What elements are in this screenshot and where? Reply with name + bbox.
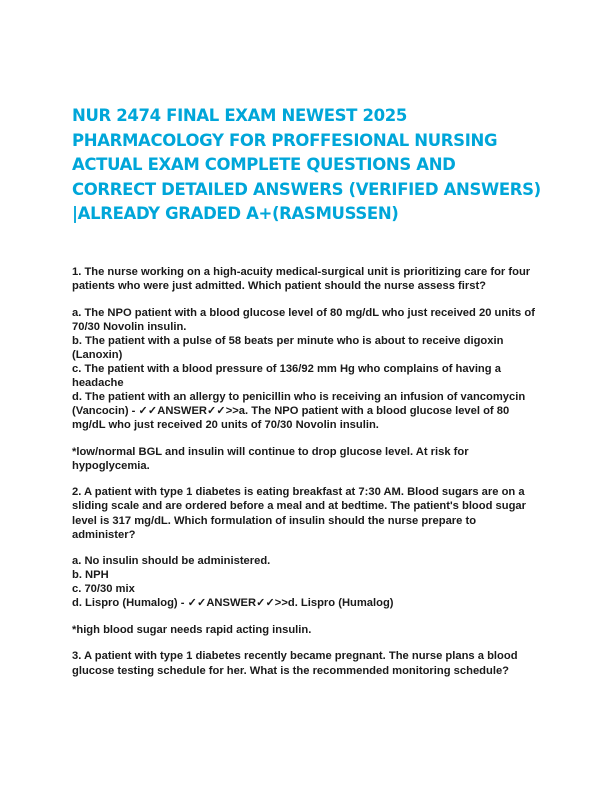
document-body (72, 265, 542, 678)
question-2-option-a: a. No insulin should be administered. (72, 555, 271, 568)
title-line: PHARMACOLOGY FOR PROFFESIONAL NURSING (72, 130, 498, 150)
question-1-option-c: c. The patient with a blood pressure of 136/92 mm Hg who complains of having a headache (72, 362, 501, 390)
document-title (72, 104, 542, 227)
paragraph-gap (72, 611, 542, 623)
title-line: CORRECT DETAILED ANSWERS (VERIFIED ANSWERS) (72, 179, 541, 199)
paragraph-gap (72, 542, 542, 554)
title-line: |ALREADY GRADED A+(RASMUSSEN) (72, 204, 399, 223)
question-2-text: 2. A patient with type 1 diabetes is eating breakfast at 7:30 AM. Blood sugars are on a sliding scale and are ordered before a meal and at bedtime. The patient's blood sugar level is 317 mg/dL. Which formulation of insulin should the nurse prepare to administer? (72, 486, 527, 541)
paragraph-gap (72, 293, 542, 305)
question-2-option-b: b. NPH (72, 569, 109, 582)
paragraph-gap (72, 432, 542, 444)
title-line: ACTUAL EXAM COMPLETE QUESTIONS AND (72, 155, 456, 174)
question-2-option-c: c. 70/30 mix (72, 583, 135, 596)
paragraph-gap (72, 637, 542, 649)
question-2-option-d-answer: d. Lispro (Humalog) - ✓✓ANSWER✓✓>>d. Lispro (Humalog) (72, 597, 394, 610)
title-line: NUR 2474 FINAL EXAM NEWEST 2025 (72, 106, 408, 125)
question-1-option-d-answer: d. The patient with an allergy to penicillin who is receiving an infusion of vancomycin (Vancocin) - ✓✓ANSWER✓✓>>a. The NPO patient with a blood glucose level of 80 mg/dL who just received 20 units of 70/30 Novolin insulin. (72, 391, 526, 432)
question-1-text: 1. The nurse working on a high-acuity medical-surgical unit is prioritizing care for four patients who were just admitted. Which patient should the nurse assess first? (72, 266, 531, 293)
paragraph-gap (72, 473, 542, 485)
question-3-text: 3. A patient with type 1 diabetes recently became pregnant. The nurse plans a blood glucose testing schedule for her. What is the recommended monitoring schedule? (72, 650, 518, 677)
question-1-option-b: b. The patient with a pulse of 58 beats per minute who is about to receive digoxin (Lanoxin) (72, 334, 504, 361)
question-2-rationale: *high blood sugar needs rapid acting insulin. (72, 623, 312, 636)
question-1-rationale: *low/normal BGL and insulin will continue to drop glucose level. At risk for hypoglycemia. (72, 445, 469, 472)
question-1-option-a: a. The NPO patient with a blood glucose level of 80 mg/dL who just received 20 units of 70/30 Novolin insulin. (72, 306, 535, 333)
